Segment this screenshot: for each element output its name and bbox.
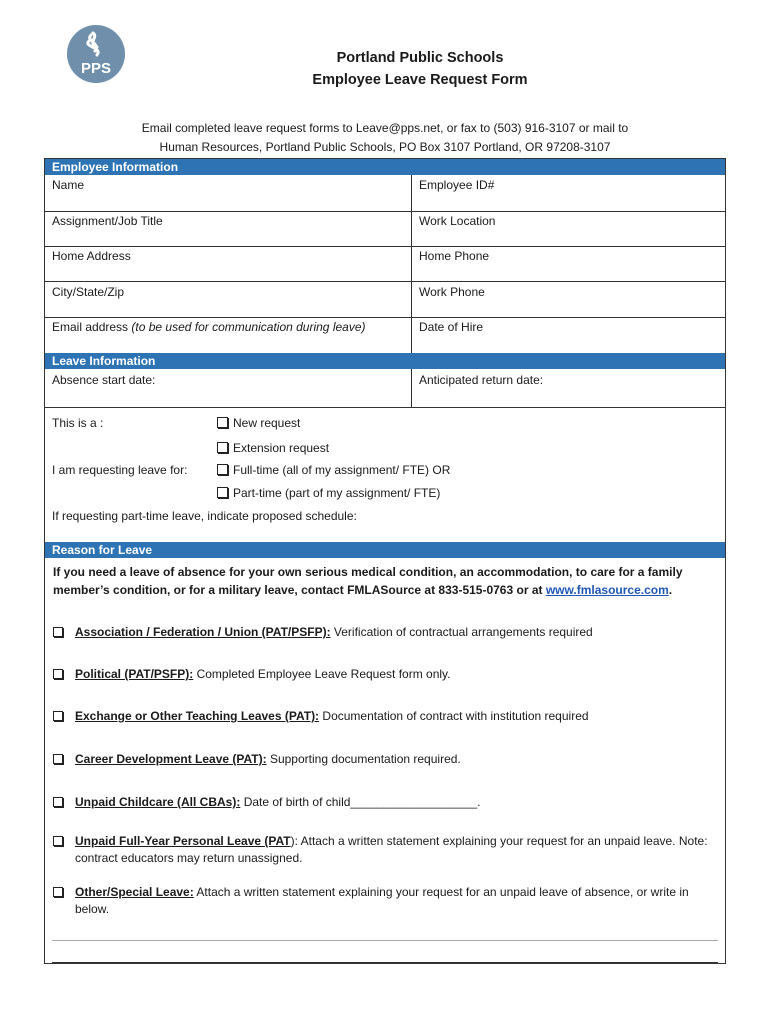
write-in-line[interactable]	[52, 962, 718, 963]
instructions-line-1: Email completed leave request forms to Leave@pps.net, or fax to (503) 916-3107 or mail to	[141, 121, 629, 135]
date-of-hire-field[interactable]: Date of Hire	[419, 320, 484, 334]
checkbox-icon[interactable]	[217, 464, 228, 475]
reason-label: Unpaid Full-Year Personal Leave (PAT	[75, 834, 291, 848]
column-divider	[411, 369, 412, 407]
instructions-line-2: Human Resources, Portland Public Schools, PO Box 3107 Portland, OR 97208-3107	[159, 140, 611, 154]
fmla-intro-end: .	[668, 583, 673, 597]
extension-request-option[interactable]	[217, 441, 329, 455]
reason-text: ): Attach a written statement explaining your request for an unpaid leave. Note: contract educators may return unassigned.	[75, 834, 708, 865]
checkbox-icon[interactable]	[53, 887, 63, 897]
reason-item-unpaid-childcare[interactable]	[53, 794, 715, 811]
logo-text: PPS	[80, 60, 112, 77]
row-divider	[45, 211, 725, 212]
reason-item-exchange[interactable]	[53, 708, 715, 725]
home-phone-field[interactable]: Home Phone	[419, 249, 490, 263]
row-divider	[45, 407, 725, 408]
checkbox-icon[interactable]	[53, 711, 63, 721]
write-in-line[interactable]	[52, 940, 718, 941]
reason-text: Completed Employee Leave Request form only.	[193, 667, 451, 681]
fmla-intro	[53, 563, 715, 599]
employee-info-heading: Employee Information	[45, 159, 725, 175]
checkbox-icon[interactable]	[53, 754, 63, 764]
checkbox-icon[interactable]	[53, 797, 63, 807]
home-address-field[interactable]: Home Address	[52, 249, 131, 263]
reason-text: Supporting documentation required.	[266, 752, 461, 766]
this-is-a-label: This is a :	[52, 416, 104, 430]
requesting-leave-label: I am requesting leave for:	[52, 463, 188, 477]
reason-label: Exchange or Other Teaching Leaves (PAT):	[75, 709, 320, 723]
absence-start-field[interactable]: Absence start date:	[52, 373, 156, 387]
checkbox-icon[interactable]	[53, 669, 63, 679]
checkbox-icon[interactable]	[217, 417, 228, 428]
reason-item-career-development[interactable]	[53, 751, 715, 768]
leave-request-form	[44, 158, 726, 964]
page-subtitle: Employee Leave Request Form	[312, 72, 528, 88]
fmlasource-link[interactable]: www.fmlasource.com	[545, 583, 669, 597]
column-divider	[411, 175, 412, 353]
email-note: (to be used for communication during leave)	[131, 320, 366, 334]
row-divider	[45, 246, 725, 247]
new-request-option[interactable]	[217, 416, 300, 430]
reason-text: Date of birth of child___________________.	[240, 795, 481, 809]
checkbox-icon[interactable]	[53, 627, 63, 637]
reason-text: Attach a written statement explaining your request for an unpaid leave of absence, or write in below.	[75, 885, 689, 916]
reason-label: Political (PAT/PSFP):	[75, 667, 194, 681]
part-time-option[interactable]	[217, 486, 440, 500]
reason-label: Unpaid Childcare (All CBAs):	[75, 795, 241, 809]
checkbox-icon[interactable]	[217, 487, 228, 498]
city-state-zip-field[interactable]: City/State/Zip	[52, 285, 125, 299]
reason-label: Association / Federation / Union (PAT/PSFP):	[75, 625, 331, 639]
reason-item-association[interactable]	[53, 624, 715, 641]
reason-item-personal-leave[interactable]	[53, 833, 715, 867]
work-phone-field[interactable]: Work Phone	[419, 285, 485, 299]
full-time-label: Full-time (all of my assignment/ FTE) OR	[233, 463, 451, 477]
name-field[interactable]: Name	[52, 178, 85, 192]
reason-heading: Reason for Leave	[45, 542, 725, 558]
reason-item-political[interactable]	[53, 666, 715, 683]
row-divider	[45, 317, 725, 318]
reason-text: Verification of contractual arrangements required	[330, 625, 593, 639]
reason-label: Career Development Leave (PAT):	[75, 752, 267, 766]
part-time-label: Part-time (part of my assignment/ FTE)	[233, 486, 441, 500]
full-time-option[interactable]	[217, 463, 450, 477]
new-request-label: New request	[233, 416, 301, 430]
email-label: Email address	[52, 320, 132, 334]
extension-request-label: Extension request	[233, 441, 330, 455]
page-title: Portland Public Schools	[336, 50, 504, 66]
work-location-field[interactable]: Work Location	[419, 214, 496, 228]
email-field[interactable]	[52, 320, 366, 334]
reason-label: Other/Special Leave:	[75, 885, 194, 899]
checkbox-icon[interactable]	[217, 442, 228, 453]
fmla-intro-text: If you need a leave of absence for your own serious medical condition, an accommodation, to care for a family member’s condition, or for a military leave, contact FMLASource at 833-515-0763 or at	[53, 565, 683, 597]
employee-id-field[interactable]: Employee ID#	[419, 178, 495, 192]
checkbox-icon[interactable]	[53, 836, 63, 846]
leave-info-heading: Leave Information	[45, 353, 725, 369]
reason-text: Documentation of contract with institution required	[319, 709, 589, 723]
reason-item-other-special[interactable]	[53, 884, 715, 918]
row-divider	[45, 281, 725, 282]
assignment-field[interactable]: Assignment/Job Title	[52, 214, 163, 228]
anticipated-return-field[interactable]: Anticipated return date:	[419, 373, 544, 387]
part-time-schedule-field[interactable]: If requesting part-time leave, indicate proposed schedule:	[52, 509, 357, 523]
